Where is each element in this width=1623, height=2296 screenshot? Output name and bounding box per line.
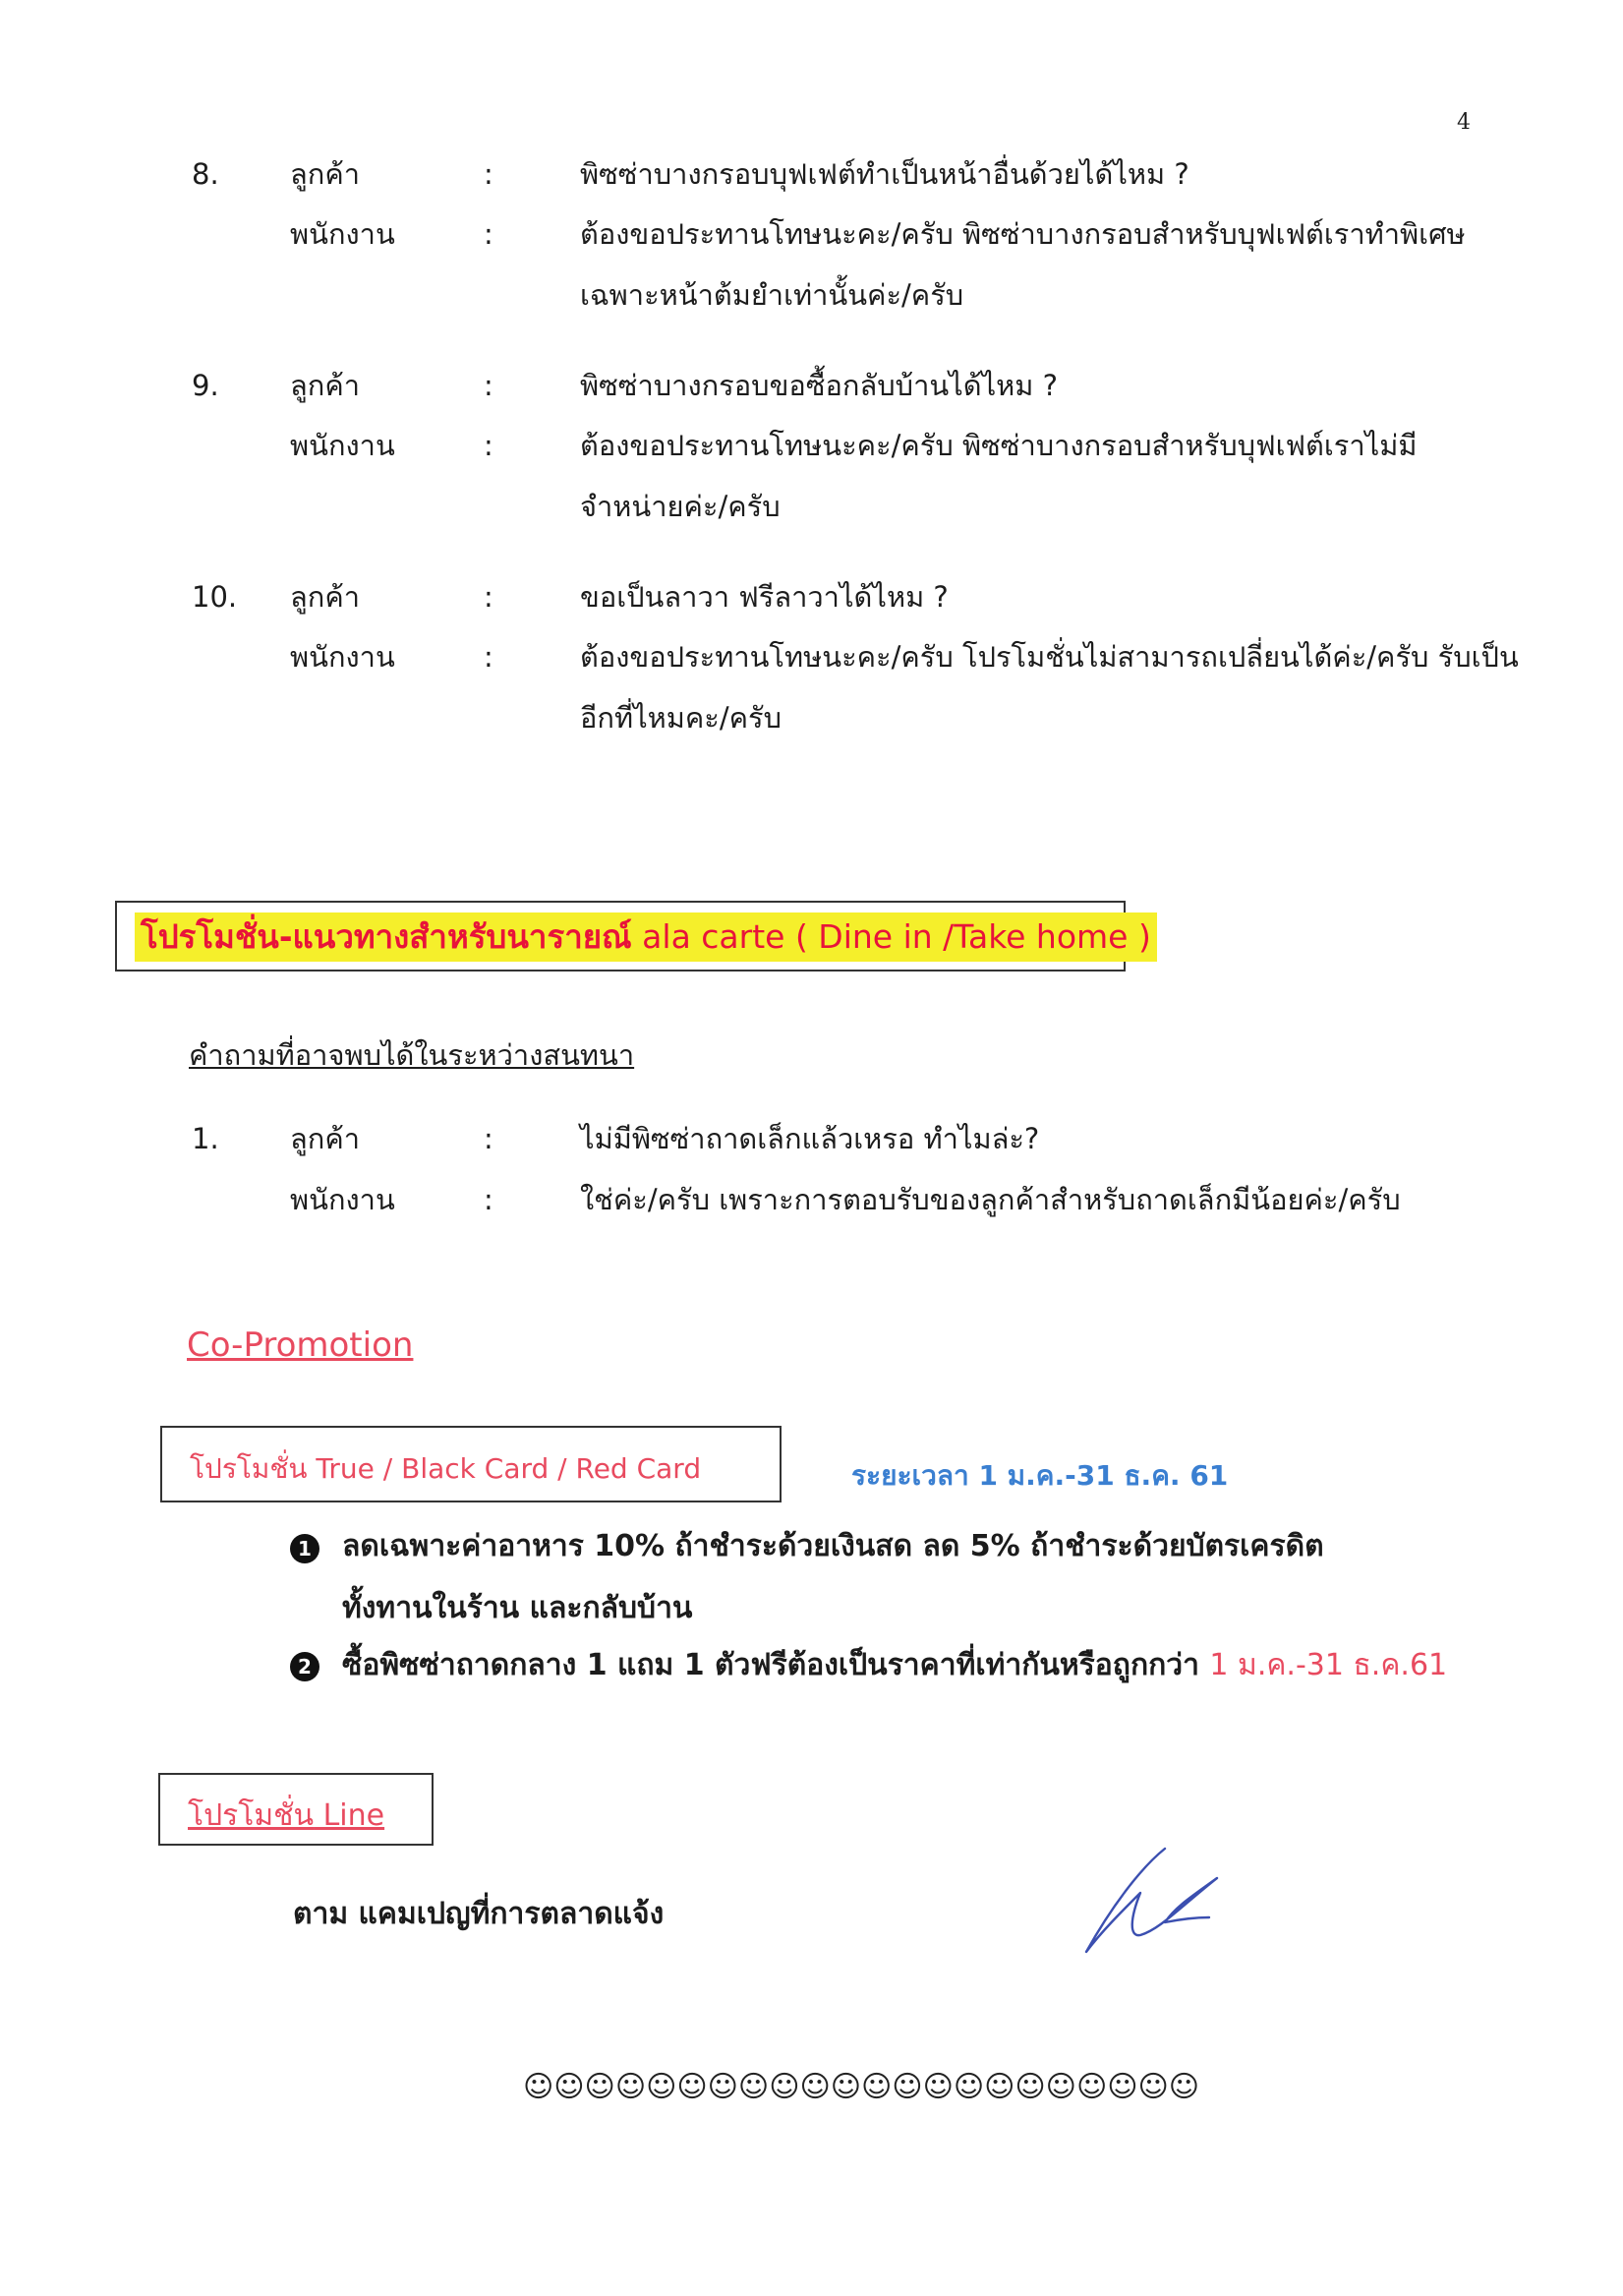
promo-line-label-th: โปรโมชั่น (188, 1798, 315, 1833)
signature-icon (1072, 1839, 1248, 1967)
customer-question: ไม่มีพิซซ่าถาดเล็กแล้วเหรอ ทำไมล่ะ? (580, 1122, 1040, 1155)
customer-question: พิซซ่าบางกรอบบุฟเฟต์ทำเป็นหน้าอื่นด้วยได้ไหม ? (580, 157, 1189, 191)
colon: : (484, 1183, 493, 1216)
bullet-2-icon: 2 (290, 1652, 319, 1681)
faq-number: 9. (192, 369, 219, 402)
staff-answer-line1: ใช่ค่ะ/ครับ เพราะการตอบรับของลูกค้าสำหรับถาดเล็กมีน้อยค่ะ/ครับ (580, 1183, 1401, 1216)
promo-line-label-en: Line (314, 1798, 385, 1833)
staff-role: พนักงาน (290, 429, 395, 462)
page-number: 4 (1457, 110, 1471, 135)
promo-box-true-card (160, 1426, 782, 1502)
co-promotion-heading: Co-Promotion (187, 1325, 414, 1365)
customer-role: ลูกค้า (290, 580, 361, 614)
bullet-2-text: ซื้อพิซซ่าถาดกลาง 1 แถม 1 ตัวฟรีต้องเป็นราคาที่เท่ากันหรือถูกกว่า (342, 1648, 1210, 1682)
promo-label-en: True / Black Card / Red Card (307, 1452, 702, 1485)
bullet-2-period: 1 ม.ค.-31 ธ.ค.61 (1209, 1648, 1448, 1682)
section-heading-en: ala carte ( Dine in /Take home ) (631, 917, 1151, 956)
colon: : (484, 1122, 493, 1155)
promo-box-label (190, 1447, 701, 1491)
staff-role: พนักงาน (290, 640, 395, 674)
colon: : (484, 369, 493, 402)
staff-answer-line2: จำหน่ายค่ะ/ครับ (580, 490, 781, 523)
bullet-1-line2: ทั้งทานในร้าน และกลับบ้าน (342, 1591, 693, 1625)
faq-number: 8. (192, 157, 219, 191)
staff-answer-line2: อีกที่ไหมคะ/ครับ (580, 701, 783, 735)
staff-answer-line1: ต้องขอประทานโทษนะคะ/ครับ โปรโมชั่นไม่สามารถเปลี่ยนได้ค่ะ/ครับ รับเป็น (580, 640, 1519, 674)
bullet-1-line1: ลดเฉพาะค่าอาหาร 10% ถ้าชำระด้วยเงินสด ลด 5% ถ้าชำระด้วยบัตรเครดิต (342, 1529, 1324, 1563)
smiley-divider: ☺☺☺☺☺☺☺☺☺☺☺☺☺☺☺☺☺☺☺☺☺☺ (523, 2070, 1200, 2104)
colon: : (484, 217, 493, 251)
section-heading-th: โปรโมชั่น-แนวทางสำหรับนารายณ์ (141, 917, 632, 956)
faq-number: 10. (192, 580, 238, 614)
colon: : (484, 580, 493, 614)
promo-box-line (158, 1773, 434, 1846)
customer-role: ลูกค้า (290, 1122, 361, 1155)
customer-question: ขอเป็นลาวา ฟรีลาวาได้ไหม ? (580, 580, 949, 614)
promo-period: ระยะเวลา 1 ม.ค.-31 ธ.ค. 61 (851, 1459, 1229, 1492)
bullet-1-icon: 1 (290, 1534, 319, 1563)
customer-role: ลูกค้า (290, 157, 361, 191)
section-heading-box (115, 901, 1151, 971)
staff-answer-line1: ต้องขอประทานโทษนะคะ/ครับ พิซซ่าบางกรอบสำหรับบุฟเฟต์เราไม่มี (580, 429, 1418, 462)
faq-number: 1. (192, 1122, 219, 1155)
bullet-2-line1 (342, 1644, 1447, 1687)
questions-subtitle: คำถามที่อาจพบได้ในระหว่างสนทนา (189, 1038, 635, 1072)
colon: : (484, 640, 493, 674)
customer-role: ลูกค้า (290, 369, 361, 402)
section-heading (135, 913, 1157, 962)
colon: : (484, 429, 493, 462)
promo-line-label (188, 1793, 384, 1839)
staff-role: พนักงาน (290, 217, 395, 251)
customer-question: พิซซ่าบางกรอบขอซื้อกลับบ้านได้ไหม ? (580, 369, 1059, 402)
follow-campaign-text: ตาม แคมเปญที่การตลาดแจ้ง (293, 1897, 665, 1931)
staff-answer-line2: เฉพาะหน้าต้มยำเท่านั้นค่ะ/ครับ (580, 278, 964, 312)
staff-answer-line1: ต้องขอประทานโทษนะคะ/ครับ พิซซ่าบางกรอบสำหรับบุฟเฟต์เราทำพิเศษ (580, 217, 1466, 251)
staff-role: พนักงาน (290, 1183, 395, 1216)
colon: : (484, 157, 493, 191)
promo-label-th: โปรโมชั่น (190, 1452, 308, 1485)
